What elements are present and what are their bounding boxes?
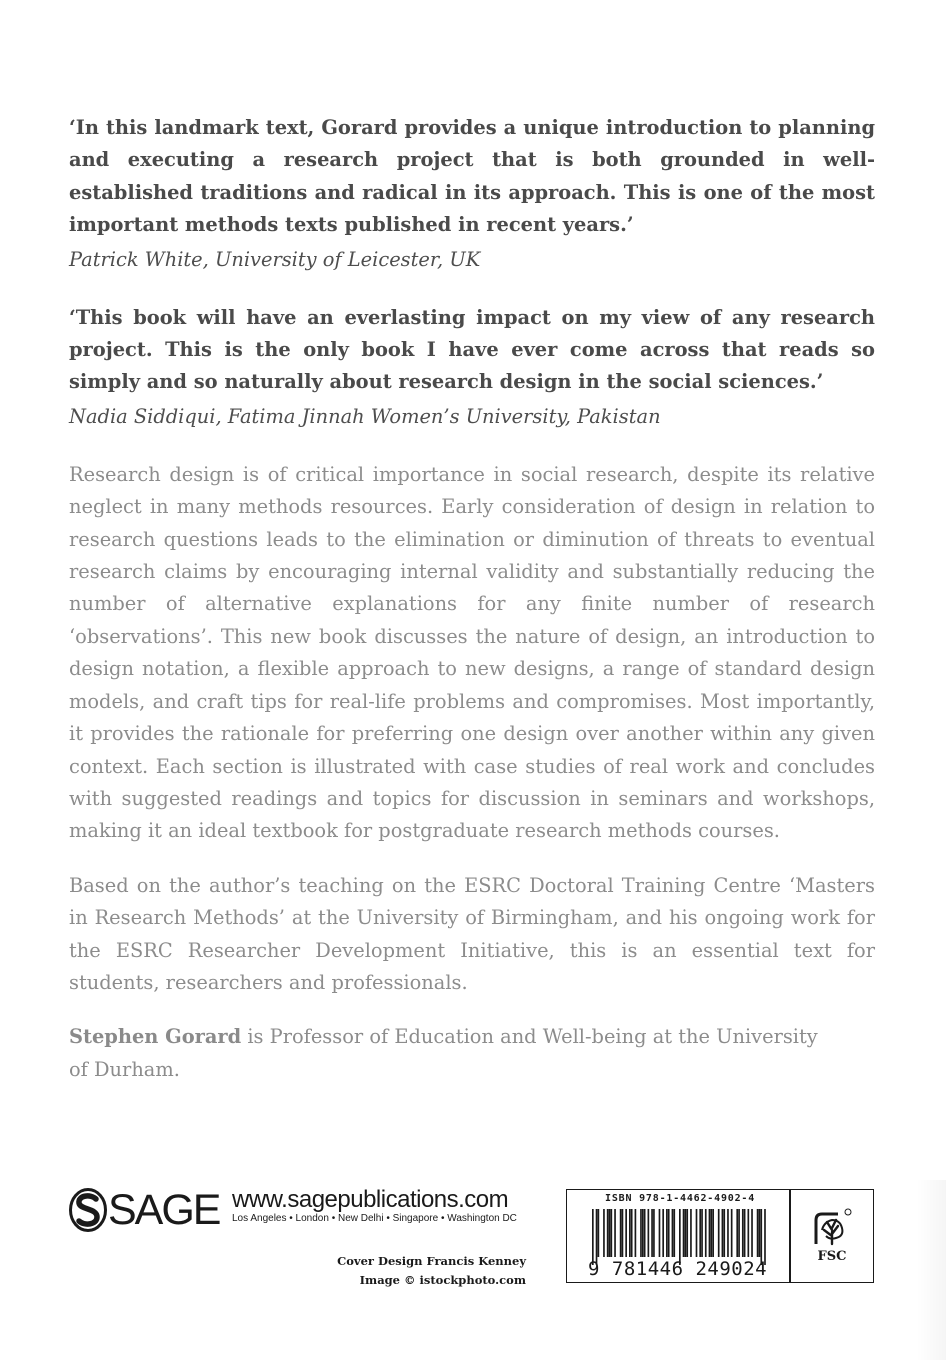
author-bio: [69, 1021, 875, 1086]
page-edge-shadow: [916, 1180, 946, 1360]
barcode-digits: 9 781446 249024: [588, 1258, 768, 1280]
cover-credits: [337, 1252, 526, 1290]
author-name: Stephen Gorard: [69, 1025, 242, 1049]
sage-wordmark: SAGE: [108, 1186, 220, 1234]
isbn-label: ISBN 978-1-4462-4902-4: [605, 1193, 756, 1204]
sage-logo: [69, 1188, 220, 1232]
image-credit: Image © istockphoto.com: [359, 1273, 526, 1287]
fsc-label: FSC: [817, 1249, 847, 1264]
fsc-tree-icon: [808, 1206, 856, 1266]
sage-s-mark-icon: [69, 1188, 107, 1232]
endorsement-attribution-1: Patrick White, University of Leicester, UK: [69, 247, 481, 271]
endorsement-attribution-2: Nadia Siddiqui, Fatima Jinnah Women’s University, Pakistan: [69, 404, 661, 428]
cover-design-credit: Cover Design Francis Kenney: [337, 1254, 526, 1268]
endorsement-quote-2: ‘This book will have an everlasting impact on my view of any research project. This is the only book I have ever come across that reads so simply and so naturally about research design in the social sciences.’: [69, 305, 875, 394]
back-cover-text: [69, 112, 875, 1086]
description-paragraph-1: Research design is of critical importance in social research, despite its relative neglect in many methods resources. Early consideration of design in relation to research questions leads to the elimination or diminution of threats to eventual research claims by encouraging internal validity and substantially reducing the number of alternative explanations for any finite number of research ‘observations’. This new book discusses the nature of design, an introduction to design notation, a flexible approach to new designs, a range of standard design models, and craft tips for real-life problems and compromises. Most importantly, it provides the rationale for preferring one design over another within any given context. Each section is illustrated with case studies of real work and concludes with suggested readings and topics for discussion in seminars and workshops, making it an ideal textbook for postgraduate research methods courses.: [69, 462, 875, 843]
barcode-icon: [592, 1209, 766, 1265]
author-bio-text: is Professor of Education and Well-being at the University of Durham.: [69, 1025, 818, 1081]
barcode-divider: [789, 1190, 791, 1282]
publisher-cities: Los Angeles • London • New Delhi • Singapore • Washington DC: [232, 1213, 517, 1224]
description-paragraph-2: Based on the author’s teaching on the ESRC Doctoral Training Centre ‘Masters in Research Methods’ at the University of Birmingham, and his ongoing work for the ESRC Researcher Development Initiative, this is an essential text for students, researchers and professionals.: [69, 873, 875, 994]
endorsement-quote-1: ‘In this landmark text, Gorard provides a unique introduction to planning and executing a research project that is both grounded in well-established traditions and radical in its approach. This is one of the most important methods texts published in recent years.’: [69, 116, 875, 237]
publisher-url: www.sagepublications.com: [232, 1186, 509, 1213]
